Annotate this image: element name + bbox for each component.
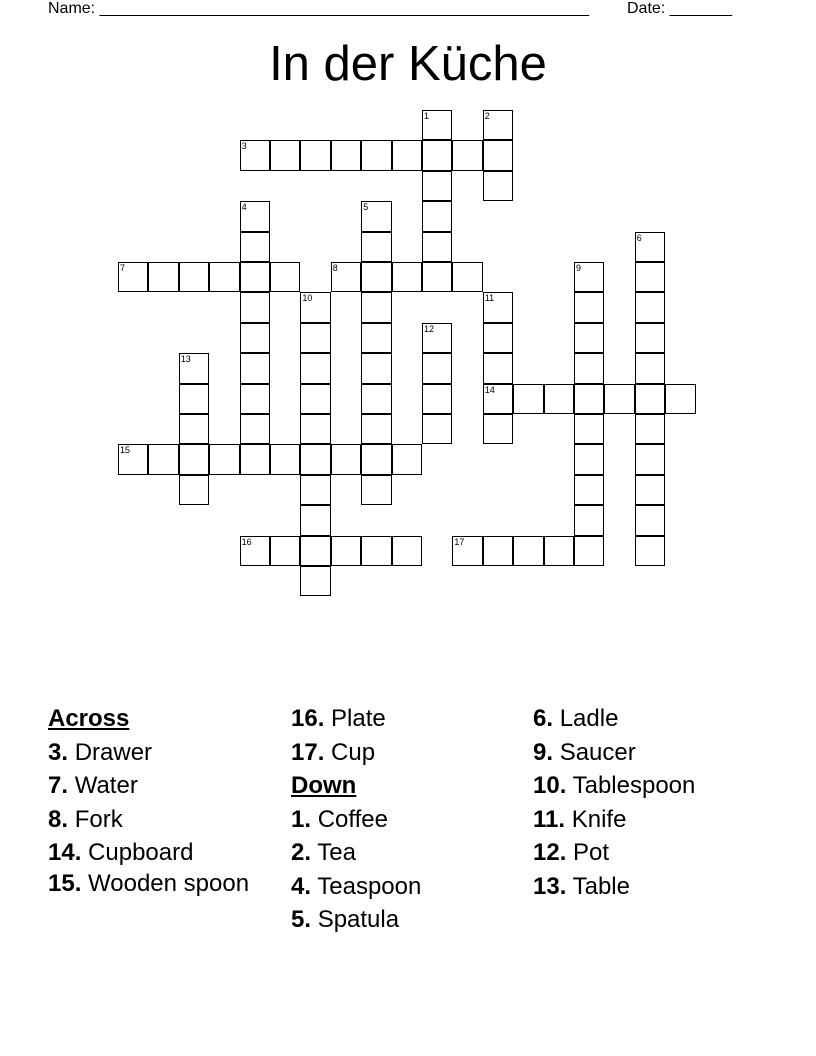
grid-cell[interactable] — [300, 384, 330, 414]
grid-cell[interactable] — [300, 536, 330, 566]
grid-cell[interactable] — [240, 414, 270, 444]
grid-cell[interactable] — [392, 536, 422, 566]
grid-cell[interactable] — [270, 140, 300, 170]
across-clue — [48, 836, 278, 870]
grid-cell[interactable] — [574, 353, 604, 383]
grid-cell[interactable] — [574, 444, 604, 474]
across-clue — [291, 736, 521, 770]
clue-number: 5. — [291, 906, 312, 933]
clue-text: Drawer — [74, 738, 153, 766]
grid-cell[interactable] — [331, 536, 361, 566]
down-clue — [533, 769, 773, 803]
grid-cell[interactable] — [300, 323, 330, 353]
across-clue — [48, 870, 278, 898]
clue-number-label: 11 — [484, 293, 495, 304]
grid-cell[interactable] — [361, 232, 391, 262]
grid-cell[interactable] — [361, 414, 391, 444]
clue-text: Table — [572, 872, 630, 900]
clue-text: Fork — [74, 805, 123, 833]
clue-number: 13. — [533, 872, 567, 900]
clue-text: Plate — [331, 705, 386, 732]
grid-cell[interactable] — [422, 262, 452, 292]
grid-cell[interactable] — [179, 444, 209, 474]
grid-cell[interactable] — [483, 140, 513, 170]
grid-cell[interactable] — [635, 384, 665, 414]
clue-number-label: 16 — [241, 536, 252, 547]
clue-number: 15. — [48, 869, 82, 897]
grid-cell[interactable] — [361, 353, 391, 383]
clue-number-label: 3 — [241, 141, 247, 152]
grid-cell[interactable] — [240, 536, 270, 566]
grid-cell[interactable] — [331, 140, 361, 170]
grid-cell[interactable] — [422, 384, 452, 414]
clue-text: Ladle — [559, 705, 619, 732]
clue-number-label: 5 — [363, 202, 369, 213]
clue-column-1 — [48, 702, 278, 902]
clue-number-label: 4 — [241, 202, 247, 213]
grid-cell[interactable] — [483, 110, 513, 140]
down-clue — [533, 836, 773, 870]
clue-number-label: 15 — [120, 445, 131, 456]
grid-cell[interactable] — [300, 475, 330, 505]
date-line: Date: _______ — [627, 0, 732, 17]
grid-cell[interactable] — [361, 536, 391, 566]
across-clue — [48, 769, 278, 803]
clue-text: Spatula — [317, 906, 400, 933]
grid-cell[interactable] — [270, 536, 300, 566]
clue-number: 17. — [291, 738, 325, 766]
clue-text: Wooden spoon — [88, 869, 250, 897]
grid-cell[interactable] — [240, 140, 270, 170]
grid-cell[interactable] — [148, 262, 178, 292]
clue-text: Cup — [331, 738, 376, 766]
clue-number-label: 10 — [302, 293, 313, 304]
across-clue — [48, 736, 278, 770]
grid-cell[interactable] — [300, 444, 330, 474]
grid-cell[interactable] — [483, 384, 513, 414]
grid-cell[interactable] — [544, 536, 574, 566]
grid-cell[interactable] — [179, 475, 209, 505]
grid-cell[interactable] — [422, 140, 452, 170]
grid-cell[interactable] — [240, 444, 270, 474]
clue-number: 14. — [48, 839, 82, 866]
down-clue — [533, 870, 773, 904]
grid-cell[interactable] — [574, 475, 604, 505]
name-line: Name: _______________________________________________________ — [48, 0, 589, 17]
grid-cell[interactable] — [483, 323, 513, 353]
grid-cell[interactable] — [665, 384, 695, 414]
grid-cell[interactable] — [361, 292, 391, 322]
clue-number-label: 14 — [484, 384, 495, 395]
grid-cell[interactable] — [240, 353, 270, 383]
grid-cell[interactable] — [392, 444, 422, 474]
clue-number: 9. — [533, 738, 554, 766]
grid-cell[interactable] — [300, 292, 330, 322]
clue-number: 16. — [291, 705, 325, 732]
down-clue — [291, 836, 521, 870]
grid-cell[interactable] — [574, 262, 604, 292]
grid-cell[interactable] — [179, 262, 209, 292]
grid-cell[interactable] — [240, 292, 270, 322]
grid-cell[interactable] — [635, 262, 665, 292]
grid-cell[interactable] — [422, 323, 452, 353]
grid-cell[interactable] — [574, 323, 604, 353]
clue-number: 4. — [291, 872, 312, 900]
grid-cell[interactable] — [422, 232, 452, 262]
down-clue — [533, 736, 773, 770]
grid-cell[interactable] — [240, 232, 270, 262]
down-clue — [533, 803, 773, 837]
clue-text: Teaspoon — [317, 872, 422, 900]
grid-cell[interactable] — [240, 201, 270, 231]
grid-cell[interactable] — [209, 444, 239, 474]
grid-cell[interactable] — [513, 536, 543, 566]
clue-number-label: 13 — [180, 354, 191, 365]
grid-cell[interactable] — [300, 353, 330, 383]
grid-cell[interactable] — [118, 262, 148, 292]
grid-cell[interactable] — [422, 414, 452, 444]
across-heading: Across — [48, 705, 130, 732]
grid-cell[interactable] — [635, 444, 665, 474]
clue-number: 7. — [48, 772, 69, 799]
grid-cell[interactable] — [209, 262, 239, 292]
grid-cell[interactable] — [635, 232, 665, 262]
grid-cell[interactable] — [483, 292, 513, 322]
clue-number: 6. — [533, 705, 554, 732]
grid-cell[interactable] — [574, 414, 604, 444]
clue-number: 1. — [291, 805, 312, 833]
grid-cell[interactable] — [331, 262, 361, 292]
grid-cell[interactable] — [483, 536, 513, 566]
clue-number: 8. — [48, 805, 69, 833]
grid-cell[interactable] — [148, 444, 178, 474]
grid-cell[interactable] — [574, 292, 604, 322]
grid-cell[interactable] — [635, 475, 665, 505]
grid-cell[interactable] — [422, 201, 452, 231]
grid-cell[interactable] — [240, 323, 270, 353]
clue-text: Tablespoon — [572, 772, 696, 799]
grid-cell[interactable] — [361, 201, 391, 231]
grid-cell[interactable] — [483, 414, 513, 444]
clue-text: Cupboard — [88, 839, 194, 866]
clue-number: 2. — [291, 839, 312, 866]
grid-cell[interactable] — [240, 262, 270, 292]
grid-cell[interactable] — [452, 140, 482, 170]
grid-cell[interactable] — [574, 384, 604, 414]
grid-cell[interactable] — [270, 262, 300, 292]
page-title: In der Küche — [269, 37, 547, 91]
grid-cell[interactable] — [574, 536, 604, 566]
clue-number: 10. — [533, 772, 567, 799]
grid-cell[interactable] — [483, 171, 513, 201]
grid-cell[interactable] — [392, 262, 422, 292]
clue-column-2 — [291, 702, 521, 937]
across-clue — [48, 803, 278, 837]
clue-text: Tea — [317, 839, 356, 866]
grid-cell[interactable] — [270, 444, 300, 474]
grid-cell[interactable] — [361, 262, 391, 292]
grid-cell[interactable] — [300, 140, 330, 170]
grid-cell[interactable] — [422, 110, 452, 140]
grid-cell[interactable] — [635, 414, 665, 444]
grid-cell[interactable] — [361, 323, 391, 353]
grid-cell[interactable] — [300, 414, 330, 444]
clue-column-3 — [533, 702, 773, 903]
clue-number-label: 17 — [454, 536, 465, 547]
across-clue — [291, 702, 521, 736]
clue-number-label: 1 — [424, 111, 430, 121]
clue-text: Knife — [571, 805, 627, 833]
grid-cell[interactable] — [118, 444, 148, 474]
down-clue — [291, 903, 521, 937]
clue-number-label: 7 — [120, 263, 126, 273]
grid-cell[interactable] — [635, 292, 665, 322]
grid-cell[interactable] — [422, 353, 452, 383]
clue-number: 12. — [533, 839, 567, 866]
clue-number-label: 2 — [484, 111, 490, 121]
clue-text: Saucer — [559, 738, 636, 766]
grid-cell[interactable] — [544, 384, 574, 414]
grid-cell[interactable] — [361, 140, 391, 170]
clue-number: 3. — [48, 738, 69, 766]
grid-cell[interactable] — [452, 262, 482, 292]
clue-number: 11. — [533, 805, 566, 833]
grid-cell[interactable] — [361, 475, 391, 505]
grid-cell[interactable] — [179, 414, 209, 444]
grid-cell[interactable] — [604, 384, 634, 414]
grid-cell[interactable] — [240, 384, 270, 414]
grid-cell[interactable] — [422, 171, 452, 201]
grid-cell[interactable] — [635, 353, 665, 383]
clue-number-label: 6 — [636, 232, 642, 243]
clue-number-label: 12 — [424, 323, 435, 334]
grid-cell[interactable] — [361, 444, 391, 474]
grid-cell[interactable] — [179, 384, 209, 414]
grid-cell[interactable] — [513, 384, 543, 414]
down-clue — [291, 803, 521, 837]
grid-cell[interactable] — [452, 536, 482, 566]
grid-cell[interactable] — [179, 353, 209, 383]
down-clue — [291, 870, 521, 904]
grid-cell[interactable] — [331, 444, 361, 474]
grid-cell[interactable] — [361, 384, 391, 414]
down-clue — [533, 702, 773, 736]
clue-text: Water — [74, 772, 138, 799]
grid-cell[interactable] — [635, 323, 665, 353]
clue-text: Pot — [573, 839, 610, 866]
clue-text: Coffee — [317, 805, 388, 833]
grid-cell[interactable] — [483, 353, 513, 383]
grid-cell[interactable] — [635, 505, 665, 535]
clue-number-label: 9 — [576, 263, 582, 273]
grid-cell[interactable] — [300, 505, 330, 535]
down-heading: Down — [291, 772, 357, 799]
grid-cell[interactable] — [574, 505, 604, 535]
grid-cell[interactable] — [635, 536, 665, 566]
grid-cell[interactable] — [392, 140, 422, 170]
grid-cell[interactable] — [300, 566, 330, 596]
clue-number-label: 8 — [332, 263, 338, 273]
